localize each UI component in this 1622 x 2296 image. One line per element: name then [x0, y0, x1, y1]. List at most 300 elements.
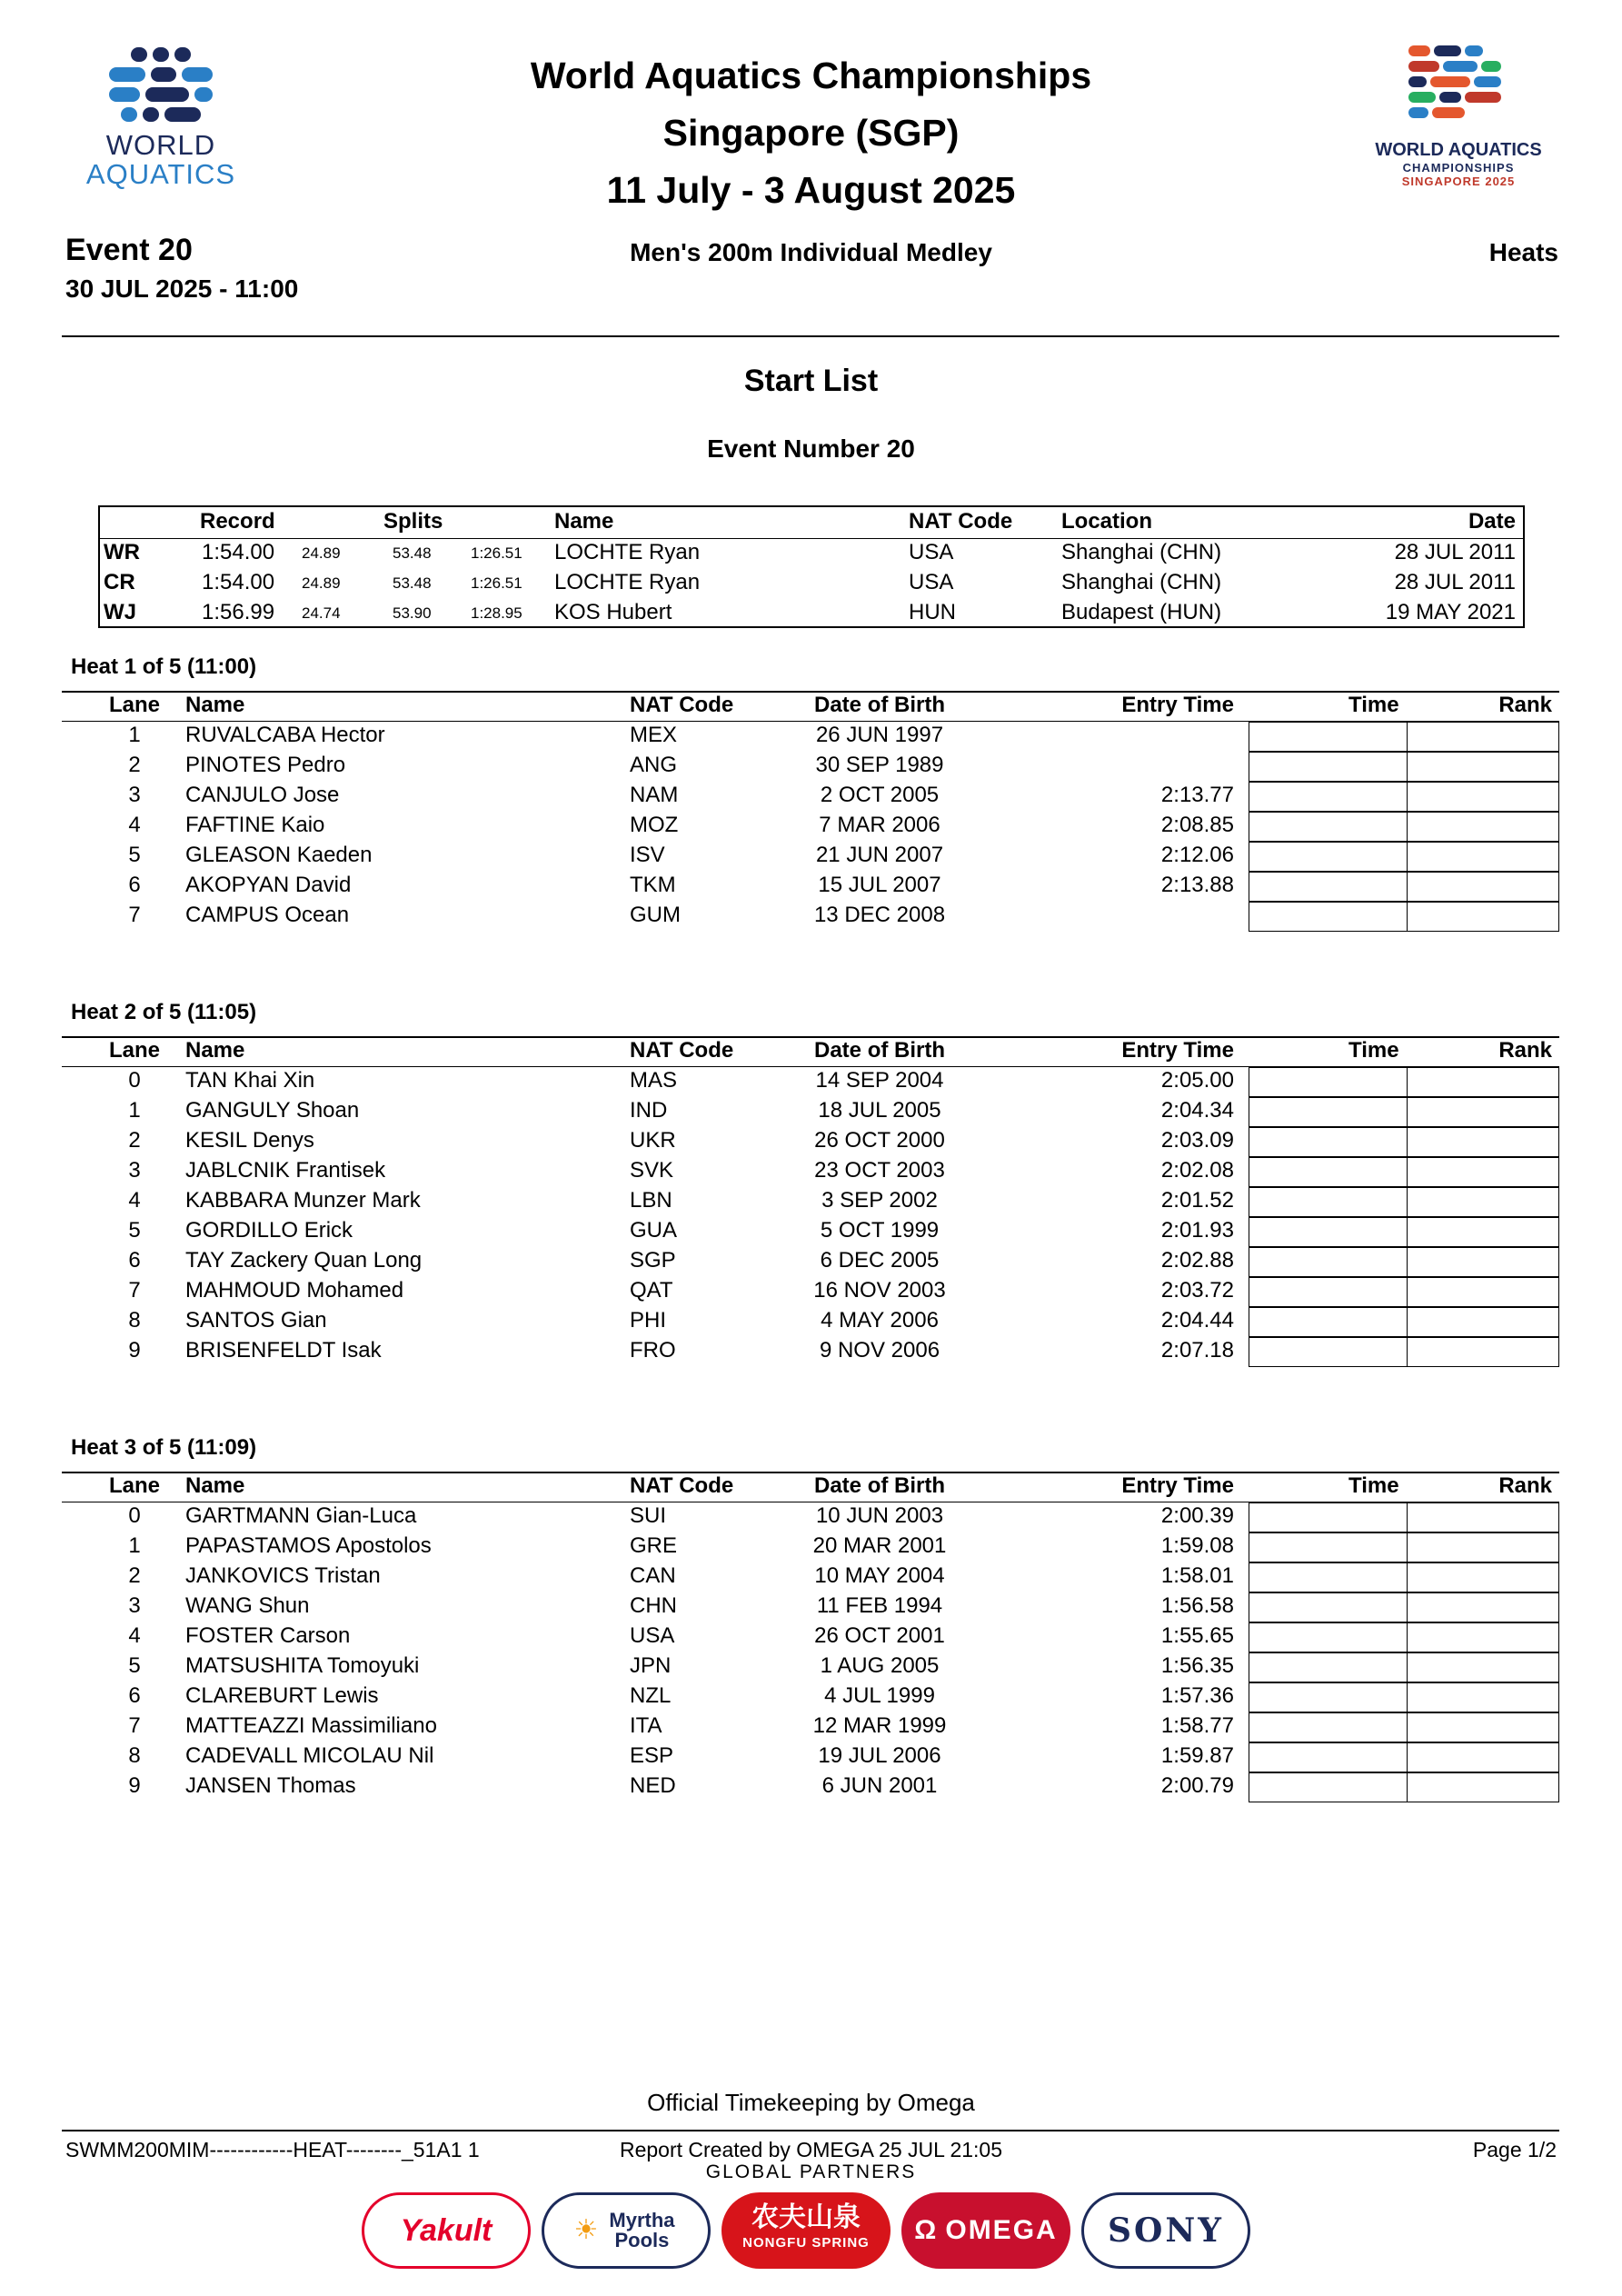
rank-entry-box — [1407, 1127, 1559, 1157]
record-holder-name: LOCHTE Ryan — [554, 570, 701, 594]
nongfu-spring-logo — [721, 2192, 891, 2269]
date-of-birth: 16 NOV 2003 — [813, 1278, 946, 1303]
rank-entry-box — [1407, 752, 1559, 782]
records-header-splits: Splits — [383, 509, 443, 534]
table-row — [62, 1307, 1559, 1337]
record-holder-name: KOS Hubert — [554, 600, 672, 624]
entry-time: 1:58.01 — [1160, 1563, 1234, 1588]
time-entry-box — [1249, 872, 1408, 902]
entry-time: 1:59.87 — [1160, 1743, 1234, 1768]
lane-number: 4 — [128, 1623, 141, 1648]
header-rank: Rank — [1498, 693, 1552, 717]
time-entry-box — [1249, 782, 1408, 812]
date-of-birth: 20 MAR 2001 — [812, 1533, 947, 1558]
nat-code: CHN — [630, 1593, 677, 1618]
date-of-birth: 3 SEP 2002 — [821, 1188, 938, 1213]
lane-number: 0 — [128, 1503, 141, 1528]
header-nat-code: NAT Code — [630, 1038, 734, 1063]
table-row — [62, 872, 1559, 902]
rank-entry-box — [1407, 1772, 1559, 1802]
nat-code: CAN — [630, 1563, 676, 1588]
event-datetime: 30 JUL 2025 - 11:00 — [65, 275, 299, 303]
rank-entry-box — [1407, 812, 1559, 842]
entry-time: 2:07.18 — [1160, 1338, 1234, 1363]
records-header-row — [100, 509, 1523, 538]
time-entry-box — [1249, 1532, 1408, 1562]
heat-table — [62, 691, 1559, 932]
table-row — [62, 1682, 1559, 1712]
time-entry-box — [1249, 1337, 1408, 1367]
phase-label: Heats — [1488, 238, 1558, 266]
record-time: 1:56.99 — [202, 600, 275, 624]
entry-time: 2:01.93 — [1160, 1218, 1234, 1243]
swimmer-name: AKOPYAN David — [185, 873, 352, 897]
date-of-birth: 30 SEP 1989 — [815, 753, 944, 777]
record-split-1: 24.74 — [302, 604, 341, 622]
table-row — [62, 1277, 1559, 1307]
swimmer-name: WANG Shun — [185, 1593, 310, 1618]
nat-code: MEX — [630, 723, 678, 747]
nat-code: ISV — [630, 843, 665, 867]
sun-icon: ☀ — [573, 2215, 599, 2245]
table-row — [62, 1592, 1559, 1622]
time-entry-box — [1249, 1127, 1408, 1157]
record-time: 1:54.00 — [202, 540, 275, 564]
rank-entry-box — [1407, 1562, 1559, 1592]
entry-time: 2:01.52 — [1160, 1188, 1234, 1213]
time-entry-box — [1249, 1502, 1408, 1532]
champ-logo-line-3: SINGAPORE 2025 — [1401, 175, 1516, 188]
entry-time: 2:12.06 — [1160, 843, 1234, 867]
lane-number: 7 — [128, 1713, 141, 1738]
report-created: Report Created by OMEGA 25 JUL 21:05 — [619, 2138, 1003, 2161]
swimmer-name: GLEASON Kaeden — [185, 843, 373, 867]
record-code: CR — [104, 570, 135, 594]
time-entry-box — [1249, 1277, 1408, 1307]
entry-time: 2:05.00 — [1160, 1068, 1234, 1093]
sony-logo — [1081, 2192, 1250, 2269]
header-name: Name — [185, 1038, 245, 1063]
header-nat-code: NAT Code — [630, 693, 734, 717]
nat-code: NZL — [630, 1683, 672, 1708]
nat-code: ESP — [630, 1743, 674, 1768]
entry-time: 2:13.77 — [1160, 783, 1234, 807]
nongfu-logo-latin: NONGFU SPRING — [742, 2235, 870, 2251]
event-number: Event Number 20 — [707, 434, 915, 463]
swimmer-name: TAY Zackery Quan Long — [185, 1248, 423, 1273]
date-of-birth: 2 OCT 2005 — [820, 783, 940, 807]
title-line-2: Singapore (SGP) — [662, 112, 960, 154]
nat-code: IND — [630, 1098, 668, 1123]
rank-entry-box — [1407, 1337, 1559, 1367]
table-row — [62, 1337, 1559, 1367]
header-date-of-birth: Date of Birth — [814, 1473, 945, 1498]
lane-number: 5 — [128, 843, 141, 867]
records-header-location: Location — [1061, 509, 1152, 534]
rank-entry-box — [1407, 1622, 1559, 1652]
nat-code: GUM — [630, 903, 681, 927]
swimmer-name: TAN Khai Xin — [185, 1068, 315, 1093]
lane-number: 5 — [128, 1653, 141, 1678]
rank-entry-box — [1407, 1652, 1559, 1682]
champ-logo-line-2: CHAMPIONSHIPS — [1402, 161, 1515, 175]
swimmer-name: SANTOS Gian — [185, 1308, 327, 1333]
table-row — [62, 1622, 1559, 1652]
record-date: 19 MAY 2021 — [1385, 600, 1516, 624]
partners-label: GLOBAL PARTNERS — [705, 2161, 917, 2182]
entry-time: 1:55.65 — [1160, 1623, 1234, 1648]
lane-number: 2 — [128, 753, 141, 777]
swimmer-name: JANKOVICS Tristan — [185, 1563, 381, 1588]
nat-code: MAS — [630, 1068, 678, 1093]
record-row — [100, 600, 1523, 629]
records-table — [98, 505, 1525, 628]
time-entry-box — [1249, 1682, 1408, 1712]
time-entry-box — [1249, 752, 1408, 782]
entry-time: 2:04.44 — [1160, 1308, 1234, 1333]
swimmer-name: CANJULO Jose — [185, 783, 340, 807]
date-of-birth: 19 JUL 2006 — [818, 1743, 941, 1768]
table-row — [62, 782, 1559, 812]
table-row — [62, 1772, 1559, 1802]
date-of-birth: 7 MAR 2006 — [819, 813, 940, 837]
entry-time: 2:04.34 — [1160, 1098, 1234, 1123]
logo-word-world: WORLD — [105, 129, 216, 161]
time-entry-box — [1249, 842, 1408, 872]
table-row — [62, 752, 1559, 782]
record-split-2: 53.90 — [393, 604, 432, 622]
rank-entry-box — [1407, 1247, 1559, 1277]
record-date: 28 JUL 2011 — [1394, 570, 1516, 594]
document-title: Start List — [743, 364, 879, 398]
myrtha-pools-logo — [542, 2192, 711, 2269]
table-row — [62, 1712, 1559, 1742]
date-of-birth: 10 JUN 2003 — [815, 1503, 944, 1528]
record-split-1: 24.89 — [302, 544, 341, 562]
title-line-3: 11 July - 3 August 2025 — [606, 169, 1016, 211]
record-holder-name: LOCHTE Ryan — [554, 540, 701, 564]
time-entry-box — [1249, 1562, 1408, 1592]
records-header-record: Record — [200, 509, 275, 534]
heat-header-row — [62, 1038, 1559, 1067]
swimmer-name: GARTMANN Gian-Luca — [185, 1503, 417, 1528]
heat-title: Heat 1 of 5 (11:00) — [71, 654, 257, 679]
rank-entry-box — [1407, 1307, 1559, 1337]
header-time: Time — [1348, 693, 1399, 717]
timekeeping-credit: Official Timekeeping by Omega — [647, 2089, 975, 2116]
time-entry-box — [1249, 902, 1408, 932]
table-row — [62, 1652, 1559, 1682]
swimmer-name: RUVALCABA Hector — [185, 723, 385, 747]
lane-number: 5 — [128, 1218, 141, 1243]
table-row — [62, 722, 1559, 752]
nat-code: NAM — [630, 783, 679, 807]
date-of-birth: 26 OCT 2001 — [814, 1623, 945, 1648]
date-of-birth: 21 JUN 2007 — [815, 843, 944, 867]
entry-time: 2:08.85 — [1160, 813, 1234, 837]
table-row — [62, 1187, 1559, 1217]
swimmer-name: PAPASTAMOS Apostolos — [185, 1533, 432, 1558]
time-entry-box — [1249, 1187, 1408, 1217]
record-nat-code: HUN — [909, 600, 956, 624]
lane-number: 3 — [128, 1593, 141, 1618]
record-split-1: 24.89 — [302, 574, 341, 592]
swimmer-name: MATTEAZZI Massimiliano — [185, 1713, 437, 1738]
nat-code: QAT — [630, 1278, 673, 1303]
lane-number: 7 — [128, 1278, 141, 1303]
rank-entry-box — [1407, 722, 1559, 752]
header-date-of-birth: Date of Birth — [814, 1038, 945, 1063]
rank-entry-box — [1407, 1067, 1559, 1097]
date-of-birth: 14 SEP 2004 — [815, 1068, 944, 1093]
records-header-nat: NAT Code — [909, 509, 1013, 534]
time-entry-box — [1249, 1742, 1408, 1772]
date-of-birth: 1 AUG 2005 — [820, 1653, 940, 1678]
time-entry-box — [1249, 1157, 1408, 1187]
table-row — [62, 1157, 1559, 1187]
heat-header-row — [62, 1473, 1559, 1502]
record-row — [100, 570, 1523, 599]
table-row — [62, 1097, 1559, 1127]
heat-table — [62, 1472, 1559, 1802]
time-entry-box — [1249, 1592, 1408, 1622]
sony-logo-text: SONY — [1108, 2211, 1224, 2250]
time-entry-box — [1249, 1772, 1408, 1802]
table-row — [62, 1742, 1559, 1772]
nat-code: NED — [630, 1773, 676, 1798]
nat-code: SUI — [630, 1503, 667, 1528]
rank-entry-box — [1407, 842, 1559, 872]
lane-number: 9 — [128, 1773, 141, 1798]
entry-time: 1:56.58 — [1160, 1593, 1234, 1618]
rank-entry-box — [1407, 1217, 1559, 1247]
entry-time: 2:13.88 — [1160, 873, 1234, 897]
time-entry-box — [1249, 1652, 1408, 1682]
championships-logo — [1345, 45, 1572, 209]
report-code: SWMM200MIM------------HEAT--------_51A1 1 — [65, 2138, 480, 2161]
event-label: Event 20 — [65, 233, 193, 267]
nongfu-logo-chinese: 农夫山泉 — [751, 2202, 861, 2232]
rank-entry-box — [1407, 1712, 1559, 1742]
record-time: 1:54.00 — [202, 570, 275, 594]
table-row — [62, 1217, 1559, 1247]
world-aquatics-logo — [65, 47, 256, 211]
date-of-birth: 26 OCT 2000 — [814, 1128, 945, 1153]
lane-number: 7 — [128, 903, 141, 927]
swimmer-name: CADEVALL MICOLAU Nil — [185, 1743, 434, 1768]
yakult-logo — [362, 2192, 531, 2269]
rank-entry-box — [1407, 1532, 1559, 1562]
lane-number: 1 — [128, 1098, 141, 1123]
date-of-birth: 10 MAY 2004 — [814, 1563, 945, 1588]
entry-time: 2:00.79 — [1160, 1773, 1234, 1798]
date-of-birth: 23 OCT 2003 — [814, 1158, 945, 1183]
rank-entry-box — [1407, 1742, 1559, 1772]
date-of-birth: 6 JUN 2001 — [821, 1773, 938, 1798]
header-lane: Lane — [108, 1473, 160, 1498]
table-row — [62, 1562, 1559, 1592]
swimmer-name: CLAREBURT Lewis — [185, 1683, 379, 1708]
lane-number: 1 — [128, 1533, 141, 1558]
header-rank: Rank — [1498, 1473, 1552, 1498]
record-split-2: 53.48 — [393, 544, 432, 562]
lane-number: 9 — [128, 1338, 141, 1363]
omega-logo-text: OMEGA — [945, 2215, 1058, 2245]
logo-word-aquatics: AQUATICS — [85, 158, 236, 190]
time-entry-box — [1249, 1712, 1408, 1742]
date-of-birth: 26 JUN 1997 — [815, 723, 944, 747]
lane-number: 4 — [128, 813, 141, 837]
rank-entry-box — [1407, 1097, 1559, 1127]
entry-time: 1:56.35 — [1160, 1653, 1234, 1678]
table-row — [62, 1502, 1559, 1532]
rank-entry-box — [1407, 1157, 1559, 1187]
entry-time: 2:02.88 — [1160, 1248, 1234, 1273]
time-entry-box — [1249, 1247, 1408, 1277]
header-date-of-birth: Date of Birth — [814, 693, 945, 717]
swimmer-name: GORDILLO Erick — [185, 1218, 353, 1243]
date-of-birth: 11 FEB 1994 — [816, 1593, 943, 1618]
date-of-birth: 6 DEC 2005 — [820, 1248, 940, 1273]
nat-code: UKR — [630, 1128, 676, 1153]
swimmer-name: JABLCNIK Frantisek — [185, 1158, 386, 1183]
header-entry-time: Entry Time — [1121, 1038, 1234, 1063]
omega-logo — [901, 2192, 1070, 2269]
nat-code: ITA — [630, 1713, 662, 1738]
lane-number: 3 — [128, 1158, 141, 1183]
record-split-3: 1:28.95 — [471, 604, 522, 622]
header-time: Time — [1348, 1038, 1399, 1063]
date-of-birth: 4 MAY 2006 — [821, 1308, 939, 1333]
swimmer-name: KABBARA Munzer Mark — [185, 1188, 421, 1213]
date-of-birth: 18 JUL 2005 — [818, 1098, 941, 1123]
date-of-birth: 4 JUL 1999 — [824, 1683, 935, 1708]
omega-symbol-icon: Ω — [914, 2215, 939, 2245]
record-location: Shanghai (CHN) — [1061, 570, 1222, 594]
time-entry-box — [1249, 1307, 1408, 1337]
date-of-birth: 13 DEC 2008 — [813, 903, 946, 927]
nat-code: JPN — [630, 1653, 672, 1678]
record-split-3: 1:26.51 — [471, 574, 522, 592]
partners-row — [362, 2192, 1270, 2274]
record-row — [100, 540, 1523, 569]
swimmer-name: GANGULY Shoan — [185, 1098, 360, 1123]
rank-entry-box — [1407, 782, 1559, 812]
footer-divider — [62, 2130, 1559, 2131]
time-entry-box — [1249, 1217, 1408, 1247]
entry-time: 1:57.36 — [1160, 1683, 1234, 1708]
date-of-birth: 15 JUL 2007 — [818, 873, 941, 897]
rank-entry-box — [1407, 1502, 1559, 1532]
time-entry-box — [1249, 1067, 1408, 1097]
header-entry-time: Entry Time — [1121, 693, 1234, 717]
rank-entry-box — [1407, 1592, 1559, 1622]
lane-number: 6 — [128, 1248, 141, 1273]
time-entry-box — [1249, 1097, 1408, 1127]
page-number: Page 1/2 — [1472, 2138, 1557, 2161]
table-row — [62, 1127, 1559, 1157]
lane-number: 8 — [128, 1743, 141, 1768]
nat-code: GRE — [630, 1533, 678, 1558]
record-nat-code: USA — [909, 570, 954, 594]
swimmer-name: MATSUSHITA Tomoyuki — [185, 1653, 420, 1678]
nat-code: SGP — [630, 1248, 676, 1273]
heat-table — [62, 1036, 1559, 1367]
header-time: Time — [1348, 1473, 1399, 1498]
record-split-2: 53.48 — [393, 574, 432, 592]
table-row — [62, 842, 1559, 872]
swimmer-name: PINOTES Pedro — [185, 753, 346, 777]
rank-entry-box — [1407, 902, 1559, 932]
table-row — [62, 1247, 1559, 1277]
entry-time: 2:03.09 — [1160, 1128, 1234, 1153]
nat-code: PHI — [630, 1308, 667, 1333]
lane-number: 2 — [128, 1128, 141, 1153]
nat-code: TKM — [630, 873, 676, 897]
lane-number: 6 — [128, 1683, 141, 1708]
lane-number: 2 — [128, 1563, 141, 1588]
entry-time: 1:59.08 — [1160, 1533, 1234, 1558]
nat-code: MOZ — [630, 813, 679, 837]
swimmer-name: MAHMOUD Mohamed — [185, 1278, 404, 1303]
table-row — [62, 1532, 1559, 1562]
swimmer-name: FOSTER Carson — [185, 1623, 351, 1648]
championship-title — [509, 47, 1113, 219]
records-header-name: Name — [554, 509, 614, 534]
swimmer-name: JANSEN Thomas — [185, 1773, 356, 1798]
table-row — [62, 812, 1559, 842]
lane-number: 3 — [128, 783, 141, 807]
date-of-birth: 9 NOV 2006 — [819, 1338, 940, 1363]
myrtha-pools-logo-text: Myrtha Pools — [609, 2209, 675, 2251]
header-lane: Lane — [108, 1038, 160, 1063]
entry-time: 2:02.08 — [1160, 1158, 1234, 1183]
world-aquatics-logo-text — [65, 131, 256, 189]
lane-number: 1 — [128, 723, 141, 747]
table-row — [62, 902, 1559, 932]
rank-entry-box — [1407, 1187, 1559, 1217]
championships-logo-mark — [1408, 45, 1508, 129]
heat-header-row — [62, 693, 1559, 722]
records-header-date: Date — [1468, 509, 1516, 534]
record-location: Shanghai (CHN) — [1061, 540, 1222, 564]
heat-title: Heat 2 of 5 (11:05) — [71, 1000, 257, 1024]
date-of-birth: 12 MAR 1999 — [812, 1713, 947, 1738]
header-lane: Lane — [108, 693, 160, 717]
nat-code: ANG — [630, 753, 678, 777]
entry-time: 2:03.72 — [1160, 1278, 1234, 1303]
swimmer-name: BRISENFELDT Isak — [185, 1338, 382, 1363]
entry-time: 1:58.77 — [1160, 1713, 1234, 1738]
time-entry-box — [1249, 812, 1408, 842]
record-date: 28 JUL 2011 — [1394, 540, 1516, 564]
header-divider — [62, 335, 1559, 337]
yakult-logo-text: Yakult — [400, 2212, 493, 2248]
champ-logo-line-1: WORLD AQUATICS — [1375, 140, 1542, 160]
event-name: Men's 200m Individual Medley — [630, 238, 992, 266]
header-name: Name — [185, 693, 245, 717]
time-entry-box — [1249, 1622, 1408, 1652]
lane-number: 0 — [128, 1068, 141, 1093]
records-header-divider — [100, 538, 1523, 539]
rank-entry-box — [1407, 1682, 1559, 1712]
table-row — [62, 1067, 1559, 1097]
lane-number: 4 — [128, 1188, 141, 1213]
record-location: Budapest (HUN) — [1061, 600, 1222, 624]
time-entry-box — [1249, 722, 1408, 752]
nat-code: LBN — [630, 1188, 672, 1213]
header-rank: Rank — [1498, 1038, 1552, 1063]
